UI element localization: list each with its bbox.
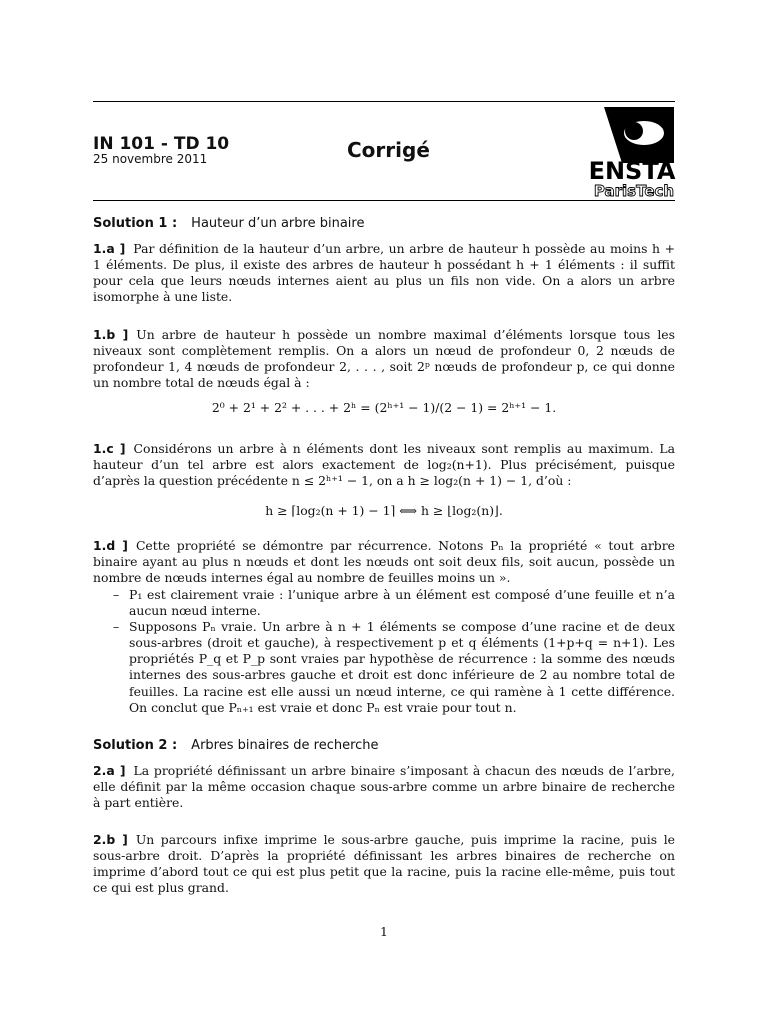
solution-2-title: Arbres binaires de recherche xyxy=(191,738,379,753)
answer-1b-label: 1.b ] xyxy=(93,327,129,342)
list-item: – P₁ est clairement vraie : l’unique arbre à un élément est composé d’une feuille et n’a aucun nœud interne. xyxy=(113,587,675,619)
answer-2b-text: Un parcours infixe imprime le sous-arbre gauche, puis imprime la racine, puis le sous-arbre droit. D’après la propriété définissant les arbres binaires de recherche on imprime d’abord tout ce qui est plus petit que la racine, puis la racine elle-même, puis tout ce qui est plus grand. xyxy=(93,832,675,896)
solution-1-number: Solution 1 : xyxy=(93,216,178,231)
solution-1-title: Hauteur d’un arbre binaire xyxy=(191,216,365,231)
answer-1a-text: Par définition de la hauteur d’un arbre, un arbre de hauteur h possède au moins h + 1 éléments. De plus, il existe des arbres de hauteur h possédant h + 1 éléments : il suffit pour cela que leurs nœuds internes aient au plus un fils non vide. On a alors un arbre isomorphe à une liste. xyxy=(93,241,675,305)
logo-subtext: ParisTech xyxy=(593,182,675,198)
answer-1b xyxy=(93,327,675,391)
answer-1c-label: 1.c ] xyxy=(93,441,126,456)
answer-1d-label: 1.d ] xyxy=(93,538,128,553)
answer-2b xyxy=(93,832,675,896)
answer-1a xyxy=(93,241,675,305)
answer-1c xyxy=(93,441,675,489)
solution-2-heading xyxy=(93,738,379,753)
formula-1c-text: h ≥ ⌈log₂(n + 1) − 1⌉ ⟺ h ≥ ⌊log₂(n)⌋. xyxy=(265,503,503,518)
formula-1c xyxy=(0,503,768,518)
answer-2a xyxy=(93,763,675,811)
answer-1c-text: Considérons un arbre à n éléments dont les niveaux sont remplis au maximum. La hauteur d’un tel arbre est alors exactement de log₂(n+1). Plus précisément, puisque d’après la question précédente n ≤ 2ʰ⁺¹ − 1, on a h ≥ log₂(n + 1) − 1, d’où : xyxy=(93,441,676,489)
answer-1a-label: 1.a ] xyxy=(93,241,126,256)
answer-2a-label: 2.a ] xyxy=(93,763,126,778)
header-bottom-rule xyxy=(93,200,675,201)
answer-1d-list xyxy=(113,587,675,716)
solution-1-heading xyxy=(93,216,364,231)
top-rule xyxy=(93,101,675,102)
answer-1d-text: Cette propriété se démontre par récurrence. Notons Pₙ la propriété « tout arbre binaire ayant au plus n nœuds et dont les nœuds ont soit deux fils, soit aucun, possède un nombre de nœuds internes égal au nombre de feuilles moins un ». xyxy=(93,538,675,586)
answer-1d xyxy=(93,538,675,586)
answer-2a-text: La propriété définissant un arbre binaire s’imposant à chacun des nœuds de l’arbre, elle définit par la même occasion chaque sous-arbre comme un arbre binaire de recherche à part entière. xyxy=(93,763,675,811)
page-title: Corrigé xyxy=(347,138,430,162)
answer-1b-text: Un arbre de hauteur h possède un nombre maximal d’éléments lorsque tous les niveaux sont complètement remplis. On a alors un nœud de profondeur 0, 2 nœuds de profondeur 1, 4 nœuds de profondeur 2, . . . , soit 2ᵖ nœuds de profondeur p, ce qui donne un nombre total de nœuds égal à : xyxy=(93,327,675,391)
course-title: IN 101 - TD 10 xyxy=(93,134,230,154)
list-item: – Supposons Pₙ vraie. Un arbre à n + 1 éléments se compose d’une racine et de deux sous-arbres (droit et gauche), à respectivement p et q éléments (1+p+q = n+1). Les propriétés P_q et P_p sont vraies par hypothèse de récurrence : la somme des nœuds internes des sous-arbres gauche et droit est donc inférieure de 2 au nombre total de feuilles. La racine est elle aussi un nœud interne, ce qui ramène à 1 cette différence. On conclut que Pₙ₊₁ est vraie et donc Pₙ est vraie pour tout n. xyxy=(113,619,675,716)
page-number: 1 xyxy=(380,924,388,939)
formula-1b xyxy=(0,400,768,415)
logo-text: ENSTA xyxy=(588,157,676,185)
formula-1b-text: 2⁰ + 2¹ + 2² + . . . + 2ʰ = (2ʰ⁺¹ − 1)/(2 − 1) = 2ʰ⁺¹ − 1. xyxy=(211,400,557,415)
answer-2b-label: 2.b ] xyxy=(93,832,128,847)
course-date: 25 novembre 2011 xyxy=(93,152,208,166)
ensta-logo xyxy=(582,103,680,198)
solution-2-number: Solution 2 : xyxy=(93,738,178,753)
